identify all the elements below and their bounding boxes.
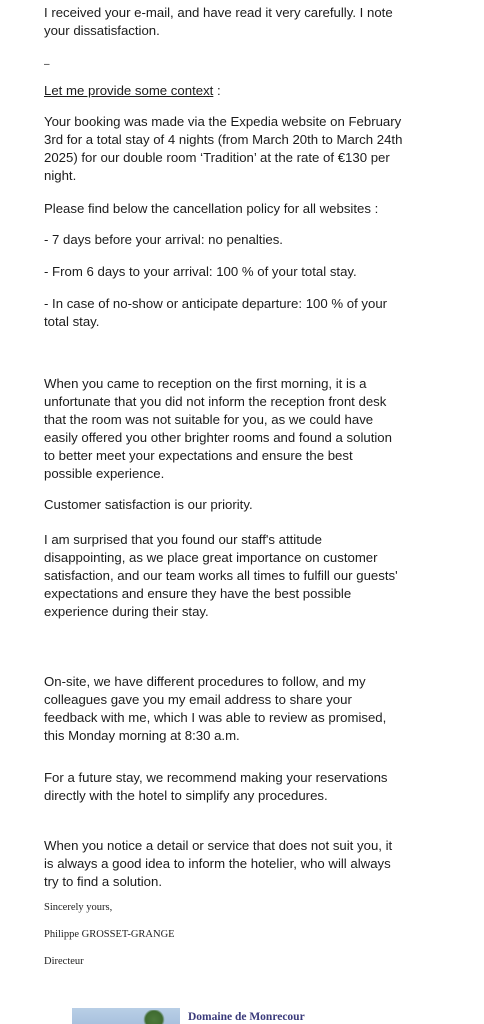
policy-item-3: - In case of no-show or anticipate departure: 100 % of your total stay. — [44, 296, 388, 329]
notice-paragraph: When you notice a detail or service that does not suit you, it is always a good idea to inform the hotelier, who will always try to find a solution. — [44, 838, 393, 889]
policy-item-1: - 7 days before your arrival: no penalties. — [44, 232, 283, 247]
hotel-name: Domaine de Monrecour — [188, 1011, 305, 1023]
policy-item-2: - From 6 days to your arrival: 100 % of your total stay. — [44, 264, 357, 279]
signer-name: Philippe GROSSET-GRANGE — [44, 929, 175, 940]
tree-graphic — [142, 1010, 166, 1024]
separator-dash: – — [44, 59, 50, 70]
closing-line: Sincerely yours, — [44, 902, 113, 913]
signer-title: Directeur — [44, 956, 84, 967]
reception-paragraph: When you came to reception on the first morning, it is a unfortunate that you did not inform the reception front desk that the room was not suitable for you, as we could have easily offered you other brighter rooms and found a solution to better meet your expectations and ensure the best possible experience. — [44, 376, 392, 481]
future-stay-paragraph: For a future stay, we recommend making your reservations directly with the hotel to simplify any procedures. — [44, 770, 388, 803]
hotel-photo — [72, 1008, 180, 1024]
intro-paragraph: I received your e-mail, and have read it very carefully. I note your dissatisfaction. — [44, 5, 393, 38]
policy-intro: Please find below the cancellation policy for all websites : — [44, 201, 379, 216]
context-heading — [44, 82, 404, 100]
context-heading-colon: : — [213, 83, 221, 98]
booking-paragraph: Your booking was made via the Expedia website on February 3rd for a total stay of 4 nights (from March 20th to March 24th 2025) for our double room ‘Tradition’ at the rate of €130 per night. — [44, 114, 403, 183]
priority-paragraph: Customer satisfaction is our priority. — [44, 497, 253, 512]
onsite-paragraph: On-site, we have different procedures to follow, and my colleagues gave you my email address to share your feedback with me, which I was able to review as promised, this Monday morning at 8:30 a.m. — [44, 674, 387, 743]
context-heading-label: Let me provide some context — [44, 83, 214, 98]
staff-paragraph: I am surprised that you found our staff's attitude disappointing, as we place great importance on customer satisfaction, and our team works all times to fulfill our guests' expectations and ensure they have the best possible experience during their stay. — [44, 532, 398, 619]
